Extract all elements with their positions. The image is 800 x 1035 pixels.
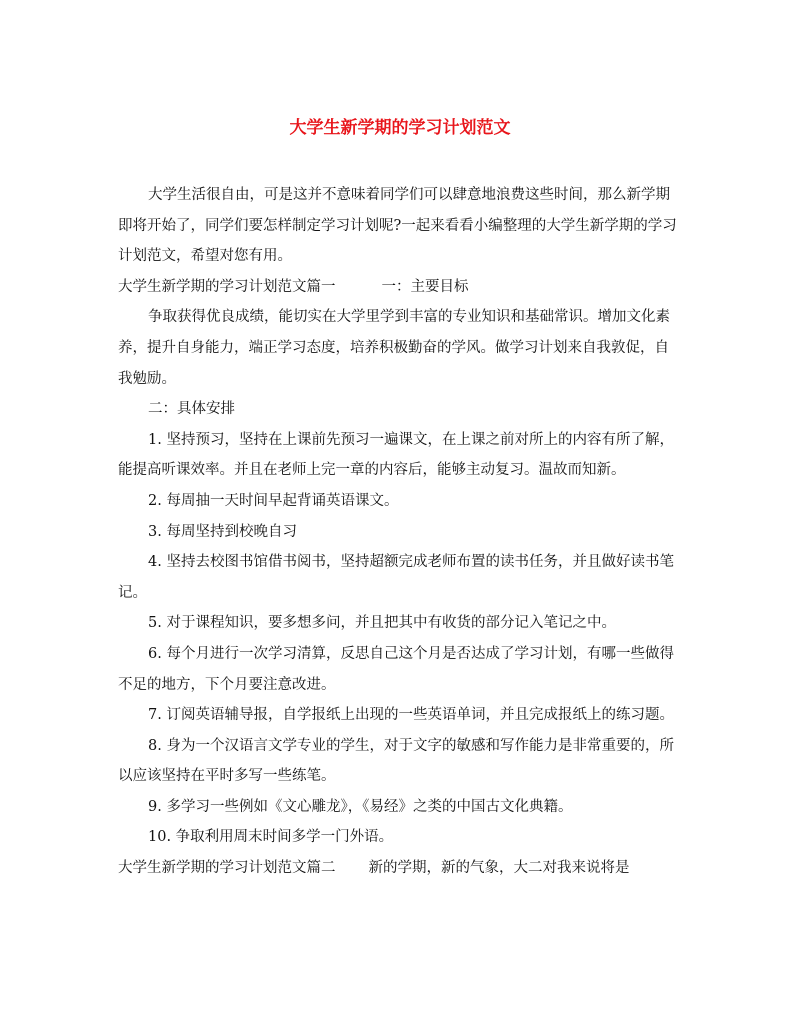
list-item: 2. 每周抽一天时间早起背诵英语课文。 [148, 492, 399, 509]
goal-paragraph: 争取获得优良成绩，能切实在大学里学到丰富的专业知识和基础常识。增加文化素养，提升自身能力，端正学习态度，培养积极勤奋的学风。做学习计划来自我敦促，自我勉励。 [118, 309, 670, 387]
section1-heading: 大学生新学期的学习计划范文篇一 [118, 278, 336, 295]
intro-paragraph: 大学生活很自由，可是这并不意味着同学们可以肆意地浪费这些时间，那么新学期即将开始了，同学们要怎样制定学习计划呢?一起来看看小编整理的大学生新学期的学习计划范文，希望对您有用。 [118, 187, 677, 265]
section2-heading-row [118, 853, 678, 884]
arrangement-heading: 二：具体安排 [148, 401, 235, 418]
section2-text: 新的学期，新的气象，大二对我来说将是 [368, 860, 630, 877]
list-item: 8. 身为一个汉语言文学专业的学生，对于文字的敏感和写作能力是非常重要的，所以应该坚持在平时多写一些练笔。 [118, 737, 674, 785]
document-body [118, 180, 678, 884]
section1-heading-row [118, 272, 678, 303]
list-item: 7. 订阅英语辅导报，自学报纸上出现的一些英语单词，并且完成报纸上的练习题。 [148, 707, 674, 724]
list-item: 6. 每个月进行一次学习清算，反思自己这个月是否达成了学习计划，有哪一些做得不足的地方，下个月要注意改进。 [118, 645, 674, 693]
list-item: 3. 每周坚持到校晚自习 [148, 523, 297, 540]
list-item: 9. 多学习一些例如《文心雕龙》，《易经》之类的中国古文化典籍。 [148, 798, 573, 815]
list-item: 1. 坚持预习，坚持在上课前先预习一遍课文，在上课之前对所上的内容有所了解，能提高听课效率。并且在老师上完一章的内容后，能够主动复习。温故而知新。 [118, 431, 674, 479]
list-item: 5. 对于课程知识，要多想多问，并且把其中有收货的部分记入笔记之中。 [148, 615, 616, 632]
section2-heading: 大学生新学期的学习计划范文篇二 [118, 860, 336, 877]
document-title: 大学生新学期的学习计划范文 [289, 118, 511, 138]
section1-subheading: 一：主要目标 [381, 278, 469, 295]
list-item: 4. 坚持去校图书馆借书阅书，坚持超额完成老师布置的读书任务，并且做好读书笔记。 [118, 554, 674, 601]
list-item: 10. 争取利用周末时间多学一门外语。 [148, 829, 394, 846]
